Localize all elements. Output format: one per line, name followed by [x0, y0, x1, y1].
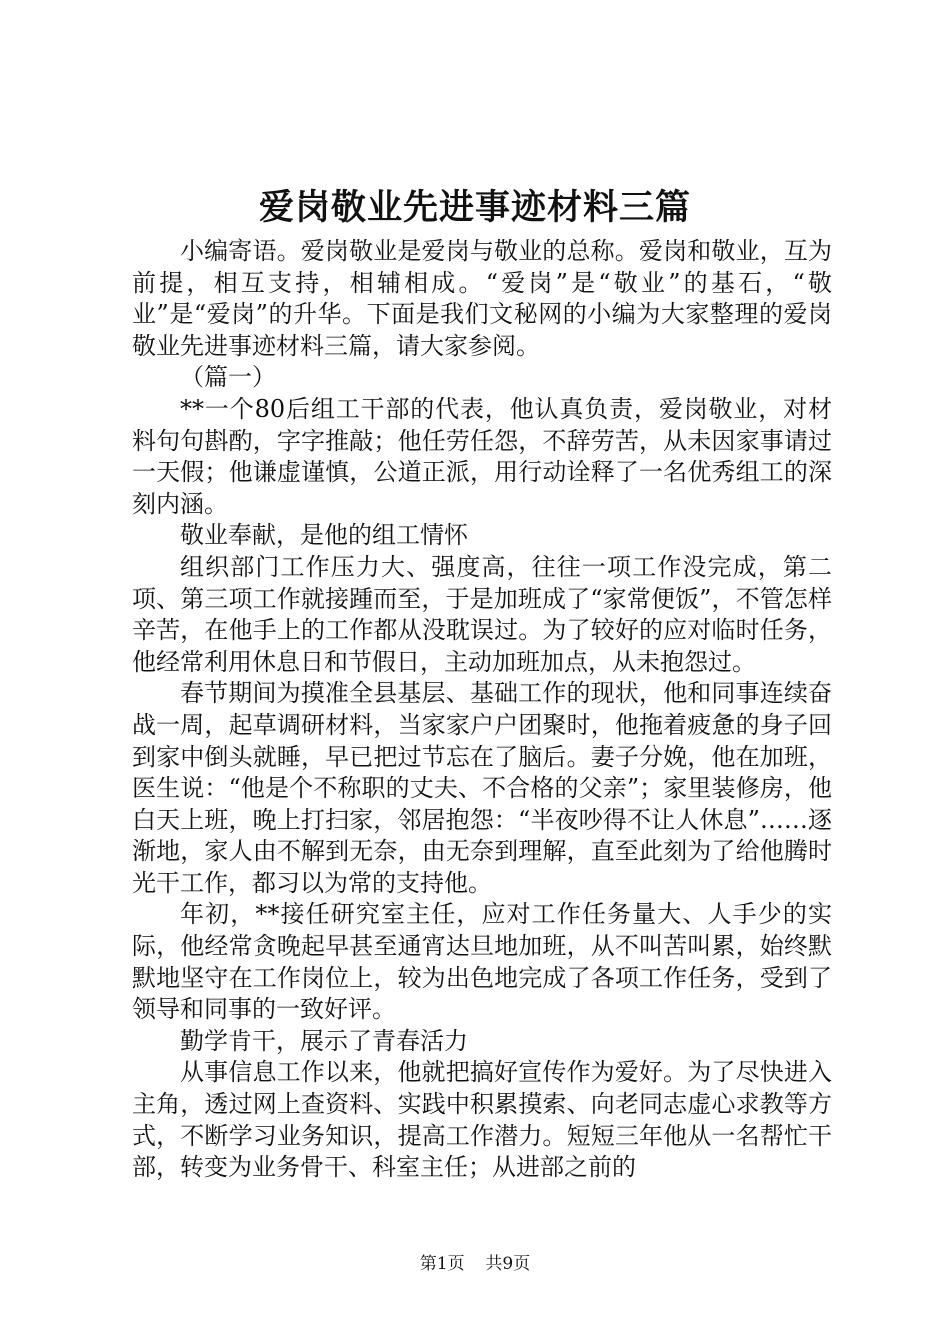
body-paragraph: 春节期间为摸准全县基层、基础工作的现状，他和同事连续奋战一周，起草调研材料，当家家户户团聚时，他拖着疲惫的身子回到家中倒头就睡，早已把过节忘在了脑后。妻子分娩，他在加班，医生说：“他是个不称职的丈夫、不合格的父亲”；家里装修房，他白天上班，晚上打扫家，邻居抱怨：“半夜吵得不让人休息”……逐渐地，家人由不解到无奈，由无奈到理解，直至此刻为了给他腾时光干工作，都习以为常的支持他。 — [132, 679, 832, 897]
page-footer — [0, 1252, 950, 1276]
body-paragraph: **一个80后组工干部的代表，他认真负责，爱岗敬业，对材料句句斟酌，字字推敲；他任劳任怨，不辞劳苦，从未因家事请过一天假；他谦虚谨慎，公道正派，用行动诠释了一名优秀组工的深刻内涵。 — [132, 394, 832, 518]
page-number: 第1页 — [419, 1254, 465, 1274]
section-heading: 敬业奉献，是他的组工情怀 — [180, 521, 468, 550]
body-paragraph: 年初，**接任研究室主任，应对工作任务量大、人手少的实际，他经常贪晚起早甚至通宵达旦地加班，从不叫苦叫累，始终默默地坚守在工作岗位上，较为出色地完成了各项工作任务，受到了领导和同事的一致好评。 — [132, 900, 832, 1024]
body-paragraph: 组织部门工作压力大、强度高，往往一项工作没完成，第二项、第三项工作就接踵而至，于是加班成了“家常便饭”，不管怎样辛苦，在他手上的工作都从没耽误过。为了较好的应对临时任务，他经常利用休息日和节假日，主动加班加点，从未抱怨过。 — [132, 552, 832, 676]
body-paragraph: 从事信息工作以来，他就把搞好宣传作为爱好。为了尽快进入主角，透过网上查资料、实践中积累摸索、向老同志虚心求教等方式，不断学习业务知识，提高工作潜力。短短三年他从一名帮忙干部，转变为业务骨干、科室主任；从进部之前的 — [132, 1058, 832, 1182]
page-total: 共9页 — [485, 1254, 531, 1274]
intro-paragraph: 小编寄语。爱岗敬业是爱岗与敬业的总称。爱岗和敬业，互为前提，相互支持，相辅相成。“爱岗”是“敬业”的基石，“敬业”是“爱岗”的升华。下面是我们文秘网的小编为大家整理的爱岗敬业先进事迹材料三篇，请大家参阅。 — [132, 237, 832, 360]
document-body — [132, 236, 832, 1184]
section-heading: 勤学肯干，展示了青春活力 — [180, 1026, 468, 1055]
page-title: 爱岗敬业先进事迹材料三篇 — [258, 187, 691, 228]
part-heading: （篇一） — [180, 363, 276, 392]
